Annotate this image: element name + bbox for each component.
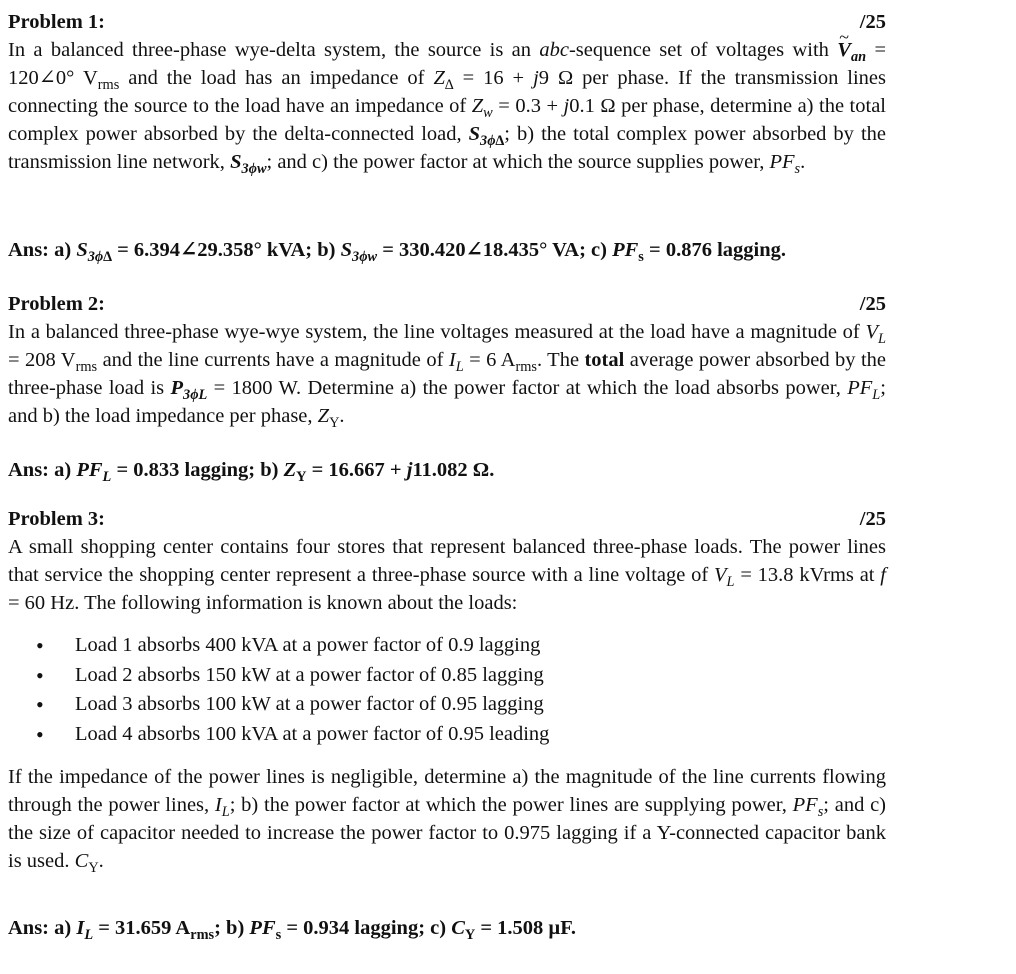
problem-1-title: Problem 1: — [8, 11, 105, 33]
problem-3-points: /25 — [859, 508, 886, 530]
problem-1 — [8, 8, 886, 176]
list-item: • Load 1 absorbs 400 kVA at a power factor of 0.9 lagging — [8, 631, 886, 661]
problem-1-points: /25 — [859, 11, 886, 33]
problem-3-answer: Ans: a) $I_L = 31.659$ $A_{rms}$; b) $PF_s = 0.934$ lagging; c) $C_Y = 1.508$ µF. — [8, 917, 577, 944]
problem-2 — [8, 290, 886, 430]
list-item: • Load 4 absorbs 100 kVA at a power factor of 0.95 leading — [8, 720, 886, 750]
problem-3-question: If the impedance of the power lines is negligible, determine a) the magnitude of the line currents flowing through the power lines, $I_L$; b) the power factor at which the power lines are supplying power, $PF_s$; and c) the size of capacitor needed to increase the power factor to 0.975 lagging if a Y-connected capacitor bank is used. $C_Y$. — [8, 766, 887, 877]
list-item: • Load 3 absorbs 100 kW at a power factor of 0.95 lagging — [8, 690, 886, 720]
problem-2-answer: Ans: a) $PF_L = 0.833$ lagging; b) $Z_Y = 16.667 + j11.082$ Ω. — [8, 459, 495, 486]
list-item: • Load 2 absorbs 150 kW at a power factor of 0.85 lagging — [8, 661, 886, 691]
problem-3-title: Problem 3: — [8, 508, 105, 530]
problem-3 — [8, 505, 886, 875]
problem-2-statement: In a balanced three-phase wye-wye system, the line voltages measured at the load have a magnitude of $V_L = 208$ $V_{rms}$ and the line currents have a magnitude of $I_L = 6$ $A_{rms}$. The total average power absorbed by the three-phase load is $P_{3\phi L} = 1800$ W. Determine a) the power factor at which the load absorbs power, $PF_L$; and b) the load impedance per phase, $Z_Y$. — [8, 321, 887, 432]
problem-2-header — [8, 290, 886, 318]
problem-2-points: /25 — [859, 293, 886, 315]
problem-1-answer: Ans: a) $S_{3\phi\Delta}$ = 6.394∠29.358° kVA; b) $S_{3\phi w}$ = 330.420∠18.435° VA; c) $PF_s = 0.876$ lagging. — [8, 239, 786, 266]
problem-1-header — [8, 8, 886, 36]
problem-3-statement: A small shopping center contains four stores that represent balanced three-phase loads. The power lines that service the shopping center represent a three-phase source with a line voltage of $V_L = 13.8$ kVrms at f = 60 Hz. The following information is known about the loads: — [8, 536, 886, 614]
problem-3-header — [8, 505, 886, 533]
load-list — [8, 631, 886, 749]
problem-2-title: Problem 2: — [8, 293, 105, 315]
problem-1-statement: In a balanced three-phase wye-delta system, the source is an abc-sequence set of voltages with V $\sim_{an}$ = 120∠0° $V_{rms}$ and the load has an impedance of $Z_\Delta = 16 + j9$ Ω per phase. If the transmission lines connecting the source to the load have an impedance of $Z_w = 0.3 + j0.1$ Ω per phase, determine a) the total complex power absorbed by the delta-connected load, $S_{3\phi\Delta}$; b) the total complex power absorbed by the transmission line network, $S_{3\phi w}$; and c) the power factor at which the source supplies power, $PF_s$. — [8, 36, 886, 176]
